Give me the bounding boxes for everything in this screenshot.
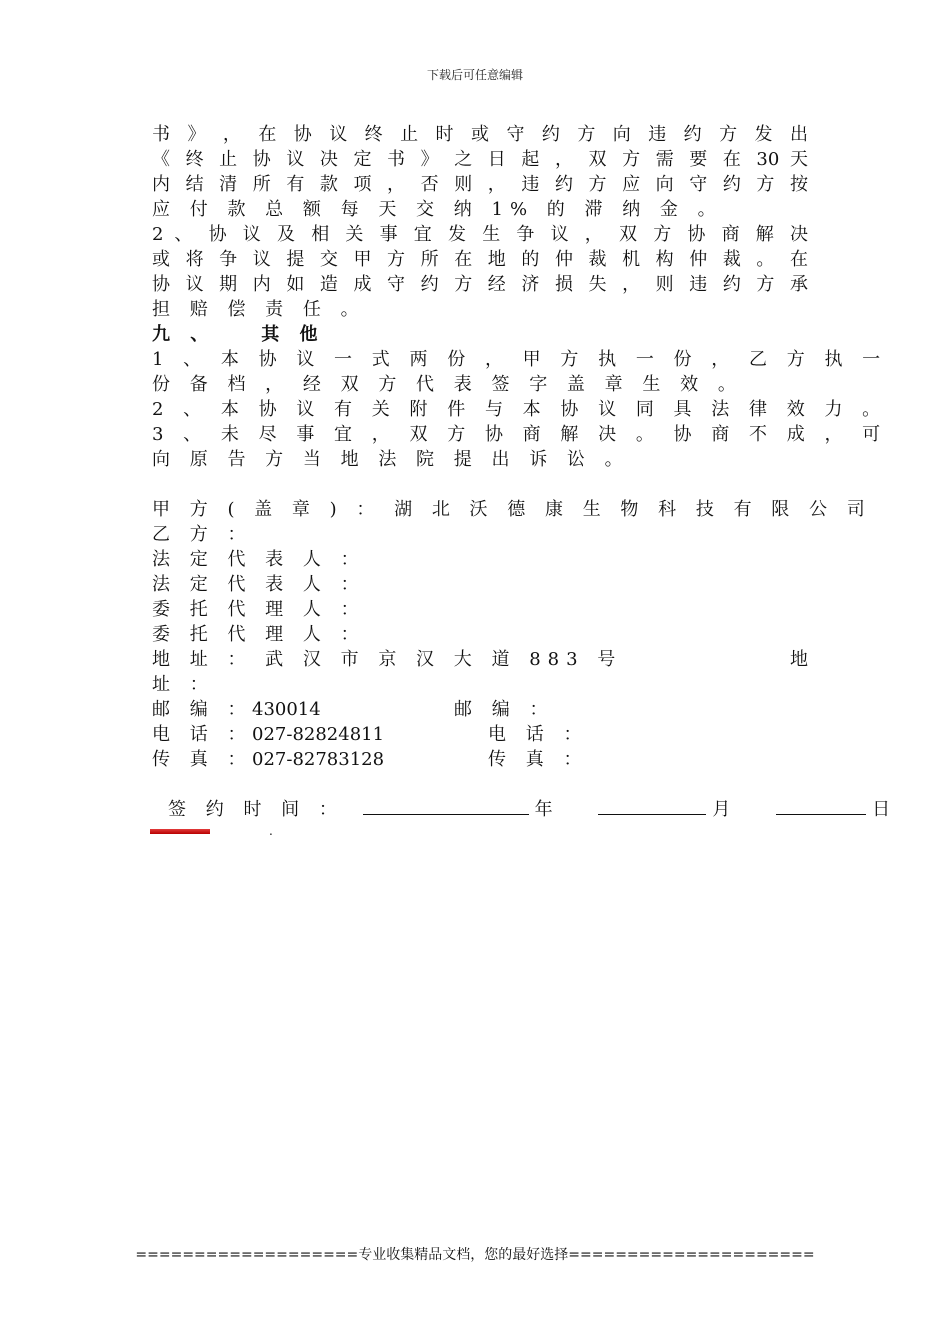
zip-row [152, 697, 808, 722]
fax-b-label: 传 真 ： [488, 749, 589, 770]
legal-rep-a-row [152, 547, 808, 572]
body-line: 2 、 协 议 及 相 关 事 宜 发 生 争 议 ， 双 方 协 商 解 决 [152, 224, 808, 245]
zip-a-label: 邮 编 ： [152, 699, 253, 720]
fax-row [152, 747, 808, 772]
section-heading [152, 322, 808, 347]
year-label: 年 [534, 799, 560, 820]
phone-b-label: 电 话 ： [488, 724, 589, 745]
clause-line: 向 原 告 方 当 地 法 院 提 出 诉 讼 。 [152, 449, 630, 470]
page-footer: ===================专业收集精品文档，您的最好选择===================== [135, 1247, 815, 1263]
clause-line: 3 、 未 尽 事 宜 ， 双 方 协 商 解 决 。 协 商 不 成 ， 可 [152, 424, 888, 445]
body-line: 《 终 止 协 议 决 定 书 》 之 日 起 ， 双 方 需 要 在 30 天 [152, 149, 808, 170]
address-a: 地 址 ： 武 汉 市 京 汉 大 道 883 号 [152, 649, 623, 670]
day-blank [776, 796, 866, 815]
month-label: 月 [712, 799, 738, 820]
body-line: 内 结 清 所 有 款 项 ， 否 则 ， 违 约 方 应 向 守 约 方 按 [152, 174, 808, 195]
legal-rep-b: 法 定 代 表 人 ： [152, 574, 366, 595]
address-b-row [152, 672, 808, 697]
agent-a-row [152, 597, 808, 622]
party-b-row [152, 522, 808, 547]
month-blank [598, 796, 706, 815]
agent-b-row [152, 622, 808, 647]
section-number: 九 、 [152, 324, 216, 345]
phone-a-value: 027-82824811 [252, 724, 385, 745]
legal-rep-a: 法 定 代 表 人 ： [152, 549, 366, 570]
clause-line: 份 备 档 ， 经 双 方 代 表 签 字 盖 章 生 效 。 [152, 374, 743, 395]
body-line: 书 》 ， 在 协 议 终 止 时 或 守 约 方 向 违 约 方 发 出 [152, 124, 808, 145]
period-mark: . [269, 824, 273, 838]
party-b: 乙 方 ： [152, 524, 253, 545]
body-line: 应 付 款 总 额 每 天 交 纳 1% 的 滞 纳 金 。 [152, 199, 723, 220]
clause-line: 2 、 本 协 议 有 关 附 件 与 本 协 议 同 具 法 律 效 力 。 [152, 399, 888, 420]
body-line: 协 议 期 内 如 造 成 守 约 方 经 济 损 失 ， 则 违 约 方 承 [152, 274, 808, 295]
party-a-row [152, 497, 872, 522]
address-row [152, 647, 808, 672]
agent-b: 委 托 代 理 人 ： [152, 624, 366, 645]
address-b-label: 地 [790, 649, 808, 670]
agent-a: 委 托 代 理 人 ： [152, 599, 366, 620]
red-divider [150, 829, 210, 834]
party-a: 甲 方 ( 盖 章 ) ： 湖 北 沃 德 康 生 物 科 技 有 限 公 司 [152, 499, 872, 520]
signing-date [168, 796, 897, 821]
address-b-label-cont: 址 ： [152, 674, 215, 695]
body-line: 担 赔 偿 责 任 。 [152, 299, 366, 320]
day-label: 日 [872, 799, 898, 820]
fax-a-label: 传 真 ： [152, 749, 253, 770]
page-header: 下载后可任意编辑 [426, 68, 523, 82]
fax-a-value: 027-82783128 [252, 749, 385, 770]
phone-a-label: 电 话 ： [152, 724, 253, 745]
clause-line: 1 、 本 协 议 一 式 两 份 ， 甲 方 执 一 份 ， 乙 方 执 一 [152, 349, 888, 370]
phone-row [152, 722, 808, 747]
legal-rep-b-row [152, 572, 808, 597]
zip-a-value: 430014 [252, 699, 321, 720]
signing-label: 签 约 时 间 ： [168, 799, 344, 820]
zip-b-label: 邮 编 ： [454, 699, 555, 720]
body-line: 或 将 争 议 提 交 甲 方 所 在 地 的 仲 裁 机 构 仲 裁 。 在 [152, 249, 808, 270]
section-title: 其 他 [261, 324, 325, 345]
document-body [152, 122, 888, 772]
year-blank [363, 796, 529, 815]
